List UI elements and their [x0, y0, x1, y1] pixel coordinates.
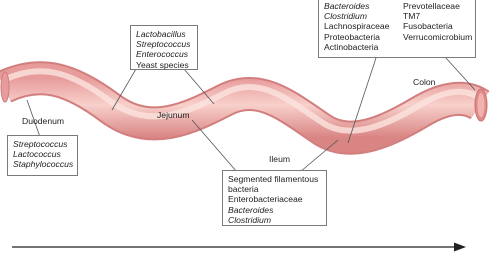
jejunum-microbes-box: [130, 25, 198, 70]
microbe-item: Prevotellaceae: [403, 1, 460, 11]
microbe-item: Streptococcus: [13, 139, 68, 149]
microbe-item: TM7: [403, 11, 421, 22]
microbe-item: Proteobacteria: [324, 31, 380, 42]
microbe-item: Yeast species: [136, 59, 189, 70]
microbe-item: Lactococcus: [13, 149, 61, 160]
microbe-item: Bacteroides: [228, 204, 274, 215]
microbe-item: Streptococcus: [136, 39, 191, 50]
duodenum-opening: [1, 72, 9, 102]
microbe-item: Clostridium: [324, 11, 367, 22]
microbe-item: Segmented filamentous: [228, 174, 319, 184]
region-label-ileum: Ileum: [269, 154, 291, 164]
ileum-microbes-box: [222, 170, 327, 226]
region-label-duodenum: Duodenum: [22, 116, 65, 126]
microbe-item: Lachnospiraceae: [324, 21, 390, 32]
microbe-item: Lactobacillus: [136, 29, 186, 39]
microbe-item: Enterobacteriaceae: [228, 194, 303, 205]
microbe-item: Clostridium: [228, 214, 271, 225]
duodenum-microbes-box: [7, 135, 78, 176]
colon-microbes-box: [318, 0, 476, 58]
microbe-item: Staphylococcus: [13, 159, 74, 170]
region-label-colon: Colon: [413, 77, 436, 87]
colon-column-right: [403, 1, 472, 42]
direction-arrow: [12, 243, 466, 252]
microbe-item: Verrucomicrobium: [403, 31, 473, 42]
microbe-item: Enterococcus: [136, 49, 189, 60]
microbe-item: Fusobacteria: [403, 21, 453, 32]
microbe-item: Bacteroides: [324, 1, 370, 11]
microbe-item: Actinobacteria: [324, 41, 379, 52]
colon-column-left: [324, 1, 389, 52]
leader-ileum-left: [192, 120, 237, 172]
region-label-jejunum: Jejunum: [157, 110, 190, 120]
microbe-item: bacteria: [228, 184, 259, 195]
